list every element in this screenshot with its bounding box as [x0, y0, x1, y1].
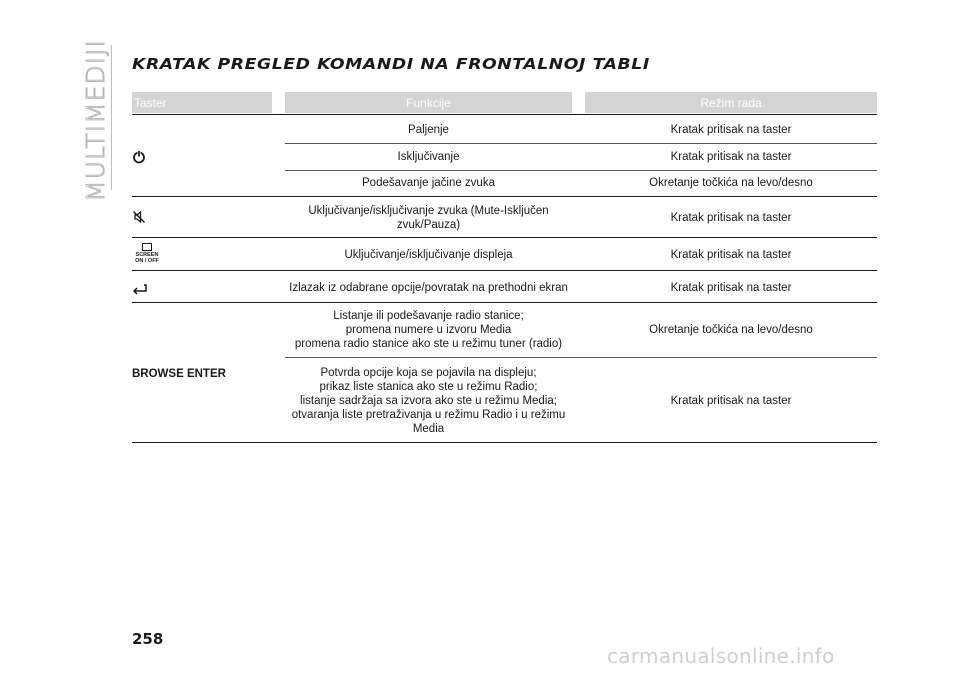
header-funkcije: Funkcije: [285, 92, 572, 113]
side-divider: [111, 45, 112, 190]
table-cell-func-7: Listanje ili podešavanje radio stanice; promena numere u izvoru Media promena radio stanice ako ste u režimu tuner (radio): [294, 310, 563, 350]
header-taster: Taster: [132, 92, 272, 113]
row-rule: [132, 270, 877, 271]
screen-onoff-icon: [132, 243, 162, 264]
table-cell-mode-8: Kratak pritisak na taster: [670, 395, 792, 407]
row-divider: [285, 357, 877, 358]
table-cell-mode-7: Okretanje točkića na levo/desno: [649, 324, 813, 336]
row-rule: [132, 302, 877, 303]
table-cell-mode-2: Kratak pritisak na taster: [670, 151, 792, 163]
section-side-label: MULTIMEDIJI: [80, 38, 110, 202]
row-rule: [132, 237, 877, 238]
table-bottom-rule: [132, 442, 877, 443]
back-arrow-icon: [132, 282, 148, 300]
table-cell-func-5: Uključivanje/isključivanje displeja: [344, 249, 513, 261]
row-rule: [132, 196, 877, 197]
table-top-rule: [132, 114, 877, 115]
table-cell-func-8: Potvrda opcije koja se pojavila na displeju; prikaz liste stanica ako ste u režimu Radio; listanje sadržaja sa izvora ako ste u režimu Media; otvaranja liste pretraživanja u režimu Radio i u režimu Media: [291, 367, 566, 435]
power-icon: [132, 150, 146, 169]
table-cell-mode-1: Kratak pritisak na taster: [670, 124, 792, 136]
screen-icon-line2: ON / OFF: [135, 258, 159, 264]
table-cell-func-2: Isključivanje: [397, 151, 460, 163]
table-cell-func-6: Izlazak iz odabrane opcije/povratak na prethodni ekran: [289, 282, 568, 294]
table-cell-mode-3: Okretanje točkića na levo/desno: [649, 177, 813, 189]
table-cell-mode-6: Kratak pritisak na taster: [670, 282, 792, 294]
table-cell-mode-5: Kratak pritisak na taster: [670, 249, 792, 261]
mute-icon: [132, 210, 146, 229]
screen-icon-line1: SCREEN: [135, 252, 159, 258]
table-cell-func-4: Uključivanje/isključivanje zvuka (Mute-Isključen zvuk/Pauza): [308, 205, 549, 231]
page-title: KRATAK PREGLED KOMANDI NA FRONTALNOJ TABLI: [132, 55, 650, 73]
table-cell-mode-4: Kratak pritisak na taster: [670, 212, 792, 224]
header-rezim: Režim rada: [585, 92, 877, 113]
table-cell-func-1: Paljenje: [408, 124, 449, 136]
table-cell-func-3: Podešavanje jačine zvuka: [362, 177, 495, 189]
page-number: 258: [132, 630, 164, 648]
browse-enter-label: BROWSE ENTER: [132, 368, 226, 380]
watermark: carmanualsonline.info: [607, 644, 835, 668]
